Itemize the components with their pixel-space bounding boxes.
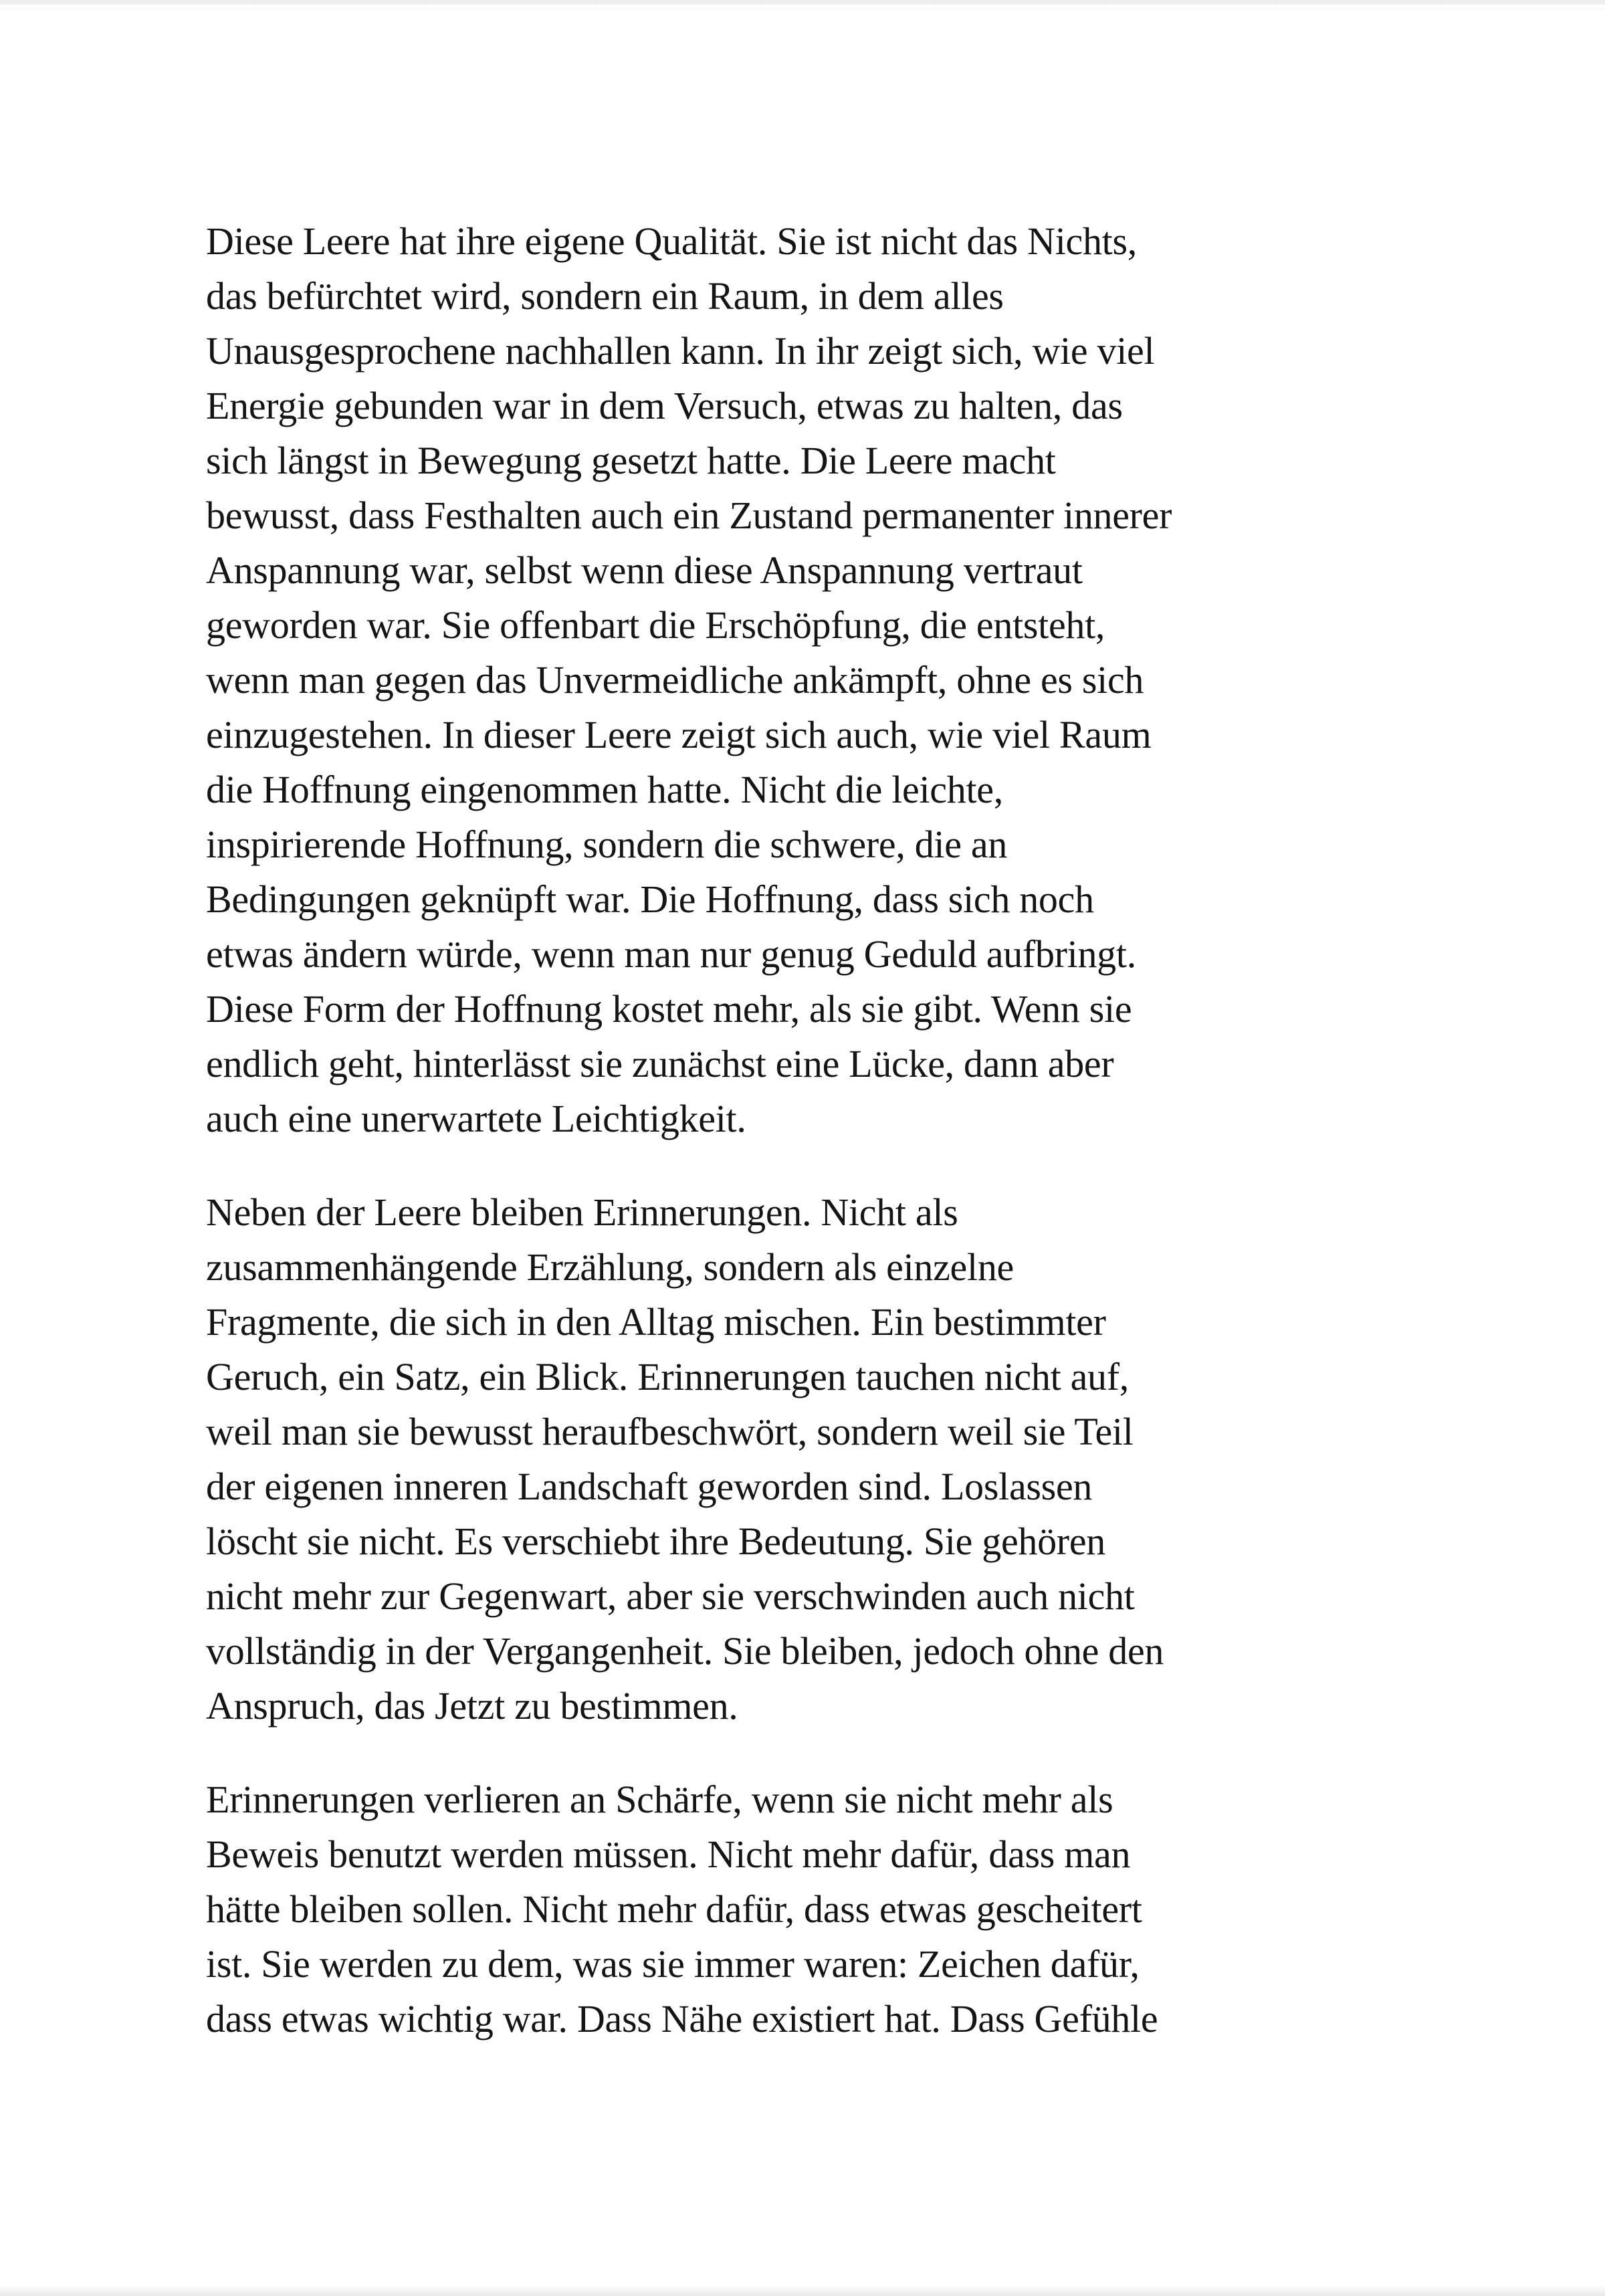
text-line: sich längst in Bewegung gesetzt hatte. Die Leere macht xyxy=(206,439,1056,482)
text-line: vollständig in der Vergangenheit. Sie bleiben, jedoch ohne den xyxy=(206,1629,1164,1673)
text-line: Bedingungen geknüpft war. Die Hoffnung, dass sich noch xyxy=(206,877,1094,921)
paragraph xyxy=(206,1772,1605,2047)
paragraph xyxy=(206,1185,1605,1734)
text-line: einzugestehen. In dieser Leere zeigt sich auch, wie viel Raum xyxy=(206,713,1152,756)
text-line: dass etwas wichtig war. Dass Nähe existiert hat. Dass Gefühle xyxy=(206,1997,1158,2041)
text-line: wenn man gegen das Unvermeidliche ankämpft, ohne es sich xyxy=(206,658,1144,702)
text-line: die Hoffnung eingenommen hatte. Nicht die leichte, xyxy=(206,768,1003,811)
text-line: Beweis benutzt werden müssen. Nicht mehr dafür, dass man xyxy=(206,1833,1131,1876)
text-line: hätte bleiben sollen. Nicht mehr dafür, dass etwas gescheitert xyxy=(206,1887,1142,1931)
text-line: Geruch, ein Satz, ein Blick. Erinnerungen tauchen nicht auf, xyxy=(206,1355,1129,1398)
text-line: Unausgesprochene nachhallen kann. In ihr zeigt sich, wie viel xyxy=(206,329,1155,373)
text-line: löscht sie nicht. Es verschiebt ihre Bedeutung. Sie gehören xyxy=(206,1520,1105,1563)
text-line: zusammenhängende Erzählung, sondern als einzelne xyxy=(206,1245,1014,1289)
text-line: geworden war. Sie offenbart die Erschöpfung, die entsteht, xyxy=(206,603,1105,647)
text-line: auch eine unerwartete Leichtigkeit. xyxy=(206,1097,746,1140)
text-line: ist. Sie werden zu dem, was sie immer waren: Zeichen dafür, xyxy=(206,1942,1140,1986)
text-line: Neben der Leere bleiben Erinnerungen. Nicht als xyxy=(206,1190,958,1234)
page-top-edge xyxy=(0,0,1605,11)
text-line: Fragmente, die sich in den Alltag mischen. Ein bestimmter xyxy=(206,1300,1106,1344)
text-line: Erinnerungen verlieren an Schärfe, wenn sie nicht mehr als xyxy=(206,1778,1113,1821)
text-line: etwas ändern würde, wenn man nur genug Geduld aufbringt. xyxy=(206,932,1136,976)
text-line: inspirierende Hoffnung, sondern die schwere, die an xyxy=(206,823,1008,866)
paragraph xyxy=(206,214,1605,1146)
text-line: das befürchtet wird, sondern ein Raum, in dem alles xyxy=(206,274,1004,318)
page-bottom-edge xyxy=(0,2285,1605,2296)
text-line: bewusst, dass Festhalten auch ein Zustand permanenter innerer xyxy=(206,494,1172,537)
text-line: Energie gebunden war in dem Versuch, etwas zu halten, das xyxy=(206,384,1123,427)
text-line: weil man sie bewusst heraufbeschwört, sondern weil sie Teil xyxy=(206,1410,1134,1453)
text-line: Anspruch, das Jetzt zu bestimmen. xyxy=(206,1684,738,1728)
text-line: nicht mehr zur Gegenwart, aber sie verschwinden auch nicht xyxy=(206,1574,1135,1618)
text-line: der eigenen inneren Landschaft geworden sind. Loslassen xyxy=(206,1465,1093,1508)
text-body xyxy=(206,214,1605,2047)
text-line: endlich geht, hinterlässt sie zunächst eine Lücke, dann aber xyxy=(206,1042,1114,1085)
text-line: Diese Form der Hoffnung kostet mehr, als sie gibt. Wenn sie xyxy=(206,987,1132,1031)
text-line: Diese Leere hat ihre eigene Qualität. Sie ist nicht das Nichts, xyxy=(206,219,1137,263)
text-line: Anspannung war, selbst wenn diese Anspannung vertraut xyxy=(206,548,1083,592)
